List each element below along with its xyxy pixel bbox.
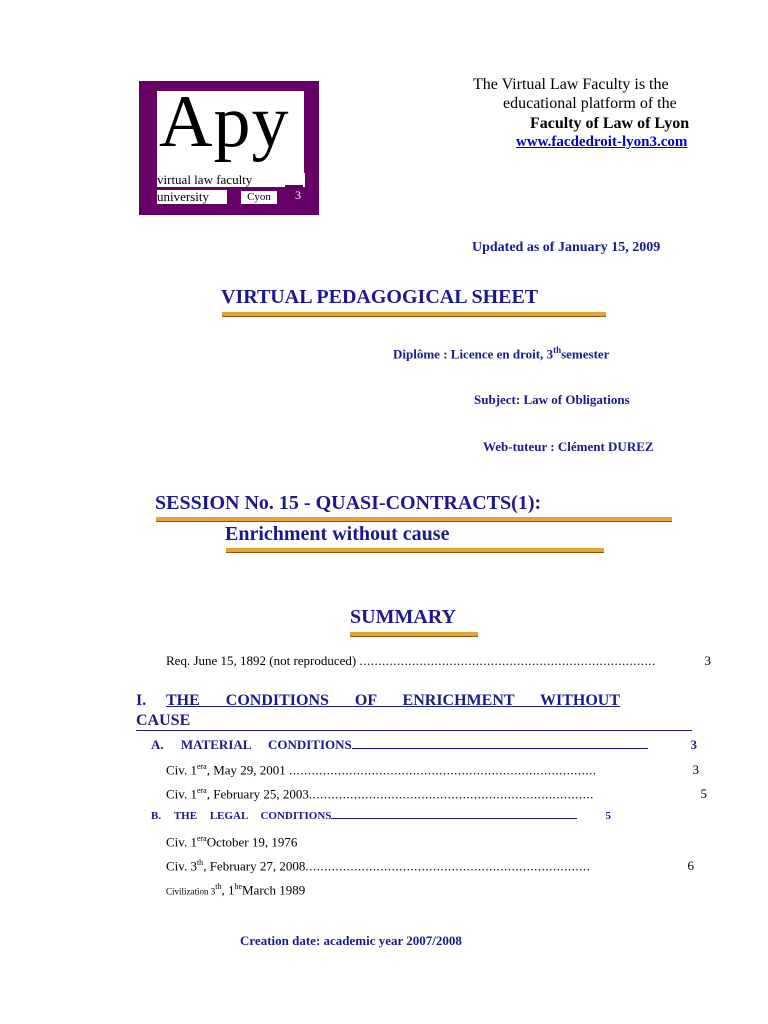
civ4-sup: th — [196, 858, 204, 867]
intro-line-3: Faculty of Law of Lyon — [530, 115, 690, 132]
civ4-post: , February 27, 2008 — [203, 858, 306, 874]
civ1-leader: .................................................................................. — [289, 762, 597, 778]
civ4-leader: ............................................................................ — [305, 858, 591, 874]
logo-divider — [303, 173, 305, 187]
logo-line-university: university — [157, 190, 227, 204]
diplome-line — [393, 345, 609, 362]
intro-line-2: educational platform of the — [503, 95, 677, 112]
sub-b-text: THE LEGAL CONDITIONS — [173, 810, 332, 822]
civ2-post: , February 25, 2003 — [206, 786, 309, 802]
civ5-pre: Civilization 3 — [166, 886, 216, 897]
section-1-title-line2[interactable] — [136, 712, 692, 731]
toc-entry-civ3[interactable] — [166, 834, 297, 850]
sub-a-text: MATERIAL CONDITIONS — [180, 737, 352, 752]
intro-line-1: The Virtual Law Faculty is the — [473, 76, 669, 93]
civ3-pre: Civ. 1 — [166, 834, 197, 850]
toc-entry-civ1[interactable] — [166, 762, 699, 778]
subject-line: Subject: Law of Obligations — [474, 392, 630, 407]
sub-a-label: A. — [151, 737, 164, 752]
logo-wordmark: Apy — [159, 81, 290, 163]
civ1-page: 3 — [692, 762, 699, 777]
civ5-sup2: he — [234, 882, 243, 891]
civ3-post: October 19, 1976 — [206, 834, 298, 850]
faculty-logo — [139, 81, 319, 215]
civ1-pre: Civ. 1 — [166, 762, 197, 778]
logo-line-faculty: virtual law faculty — [157, 173, 285, 187]
civ2-page: 5 — [700, 786, 707, 801]
civ5-mid: , 1 — [221, 882, 235, 898]
creation-date: Creation date: academic year 2007/2008 — [240, 933, 462, 948]
civ3-sup: era — [196, 834, 207, 843]
civ1-post: , May 29, 2001 — [206, 762, 286, 778]
sub-a-page: 3 — [690, 737, 697, 752]
sub-b-page: 5 — [605, 810, 611, 822]
toc-sub-a[interactable] — [151, 737, 697, 753]
section-1-number: I. — [136, 692, 147, 709]
sheet-title: VIRTUAL PEDAGOGICAL SHEET — [221, 286, 539, 308]
toc-entry-req[interactable] — [166, 653, 711, 669]
diplome-suffix: semester — [561, 346, 610, 362]
civ4-page: 6 — [687, 858, 694, 873]
summary-rule — [350, 632, 478, 637]
summary-heading: SUMMARY — [350, 606, 456, 628]
sub-b-label: B. — [151, 810, 162, 822]
section-1-cause: CAUSE — [136, 712, 191, 729]
toc-entry-civ2[interactable] — [166, 786, 707, 802]
section-1-title-line1[interactable]: THE CONDITIONS OF ENRICHMENT WITHOUT — [166, 692, 620, 709]
logo-cyon: Cyon — [241, 191, 277, 204]
toc-entry-civ5[interactable] — [166, 882, 305, 898]
sub-a-rule — [352, 748, 648, 749]
toc-entry-civ4[interactable] — [166, 858, 694, 874]
civ2-sup: era — [196, 786, 207, 795]
toc-sub-b[interactable] — [151, 810, 611, 822]
logo-panel — [157, 81, 304, 185]
civ5-sup: th — [215, 882, 222, 891]
session-subtitle-rule — [226, 548, 604, 553]
tutor-line: Web-tuteur : Clément DUREZ — [483, 439, 654, 454]
toc-entry-text: Req. June 15, 1892 (not reproduced) — [166, 653, 357, 668]
toc-page: 3 — [704, 653, 711, 668]
session-title-rule — [156, 517, 672, 522]
title-rule — [222, 312, 606, 317]
civ5-post: March 1989 — [242, 882, 306, 898]
civ2-pre: Civ. 1 — [166, 786, 197, 802]
toc-leader: ............................................................................... — [359, 653, 656, 668]
civ2-leader: ............................................................................ — [308, 786, 594, 802]
sub-b-rule — [331, 818, 577, 819]
civ1-sup: era — [196, 762, 207, 771]
session-subtitle: Enrichment without cause — [225, 523, 450, 545]
session-title: SESSION No. 15 - QUASI-CONTRACTS(1): — [155, 492, 542, 514]
diplome-sup: th — [553, 345, 562, 355]
faculty-website-link[interactable]: www.facdedroit-lyon3.com — [516, 134, 688, 150]
civ4-pre: Civ. 3 — [166, 858, 197, 874]
logo-badge: 3 — [295, 188, 301, 202]
updated-date: Updated as of January 15, 2009 — [472, 240, 661, 255]
diplome-prefix: Diplôme : Licence en droit, 3 — [393, 346, 554, 362]
